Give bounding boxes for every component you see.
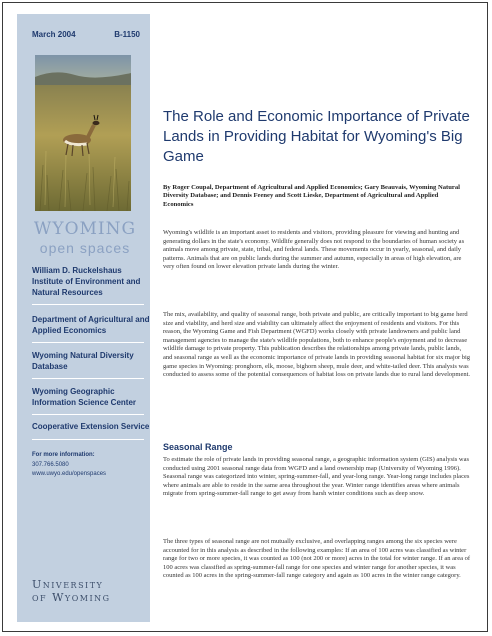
org-gis-center: Wyoming Geographic Information Science Center	[32, 387, 137, 407]
divider	[32, 439, 144, 440]
divider	[32, 342, 144, 343]
paragraph-intro: Wyoming's wildlife is an important asset to residents and visitors, providing pleasure for viewing and hunting and generating dollars in the state's economy. Wildlife generally does not respond to the boundaries of human society as animals move among private, state, tribal, and federal lands. These movements occur in yearly, seasonal, and daily patterns. Animals that are on public lands during the summer and autumn, especially in areas of high elevation, are very often found on lower elevation private lands during the winter.	[163, 229, 465, 271]
wyoming-brand: WYOMING	[33, 219, 137, 239]
divider	[32, 304, 144, 305]
divider	[32, 414, 144, 415]
university-line-1: University	[32, 578, 104, 591]
section-heading-seasonal-range: Seasonal Range	[163, 442, 233, 452]
org-ruckelshaus-institute: William D. Ruckelshaus Institute of Environment and Natural Resources	[32, 266, 141, 297]
publication-number: B-1150	[114, 30, 140, 39]
org-cooperative-extension: Cooperative Extension Service	[32, 422, 150, 431]
publication-date: March 2004	[32, 30, 76, 39]
contact-info	[32, 451, 150, 480]
contact-phone: 307.766.5080	[32, 461, 69, 468]
paragraph-range-types: The three types of seasonal range are not mutually exclusive, and overlapping ranges among the six species were accounted for in this analysis as described in the following examples: If an area of 100 acres was classified as winter range for two or more species, it was counted as 100 (not 200 or more) acres in the total for winter range. If an area of 100 acres was classified as spring-summer-fall range for one species and winter range for another species, it was counted as 100 acres in the spring-summer-fall range category and again as 100 acres in the winter range category.	[163, 538, 471, 580]
paragraph-habitat: The mix, availability, and quality of seasonal range, both private and public, are critically important to big game herd size and viability, and herd size and viability can ultimately affect the enjoyment of residents and visitors. For this reason, the Wyoming Game and Fish Department (WGFD) works closely with private landowners and public land management agencies to manage the state's wildlife populations, both to enhance people's enjoyment and to decrease wildlife damage to private property. This publication describes the relationships among private lands, public lands, and seasonal range as well as the economic importance of private lands in providing seasonal habitat for six major big game species in Wyoming: pronghorn, elk, moose, bighorn sheep, mule deer, and white-tailed deer. This analysis was conducted to assess some of the potential consequences of habitat loss on private lands due to rural land development.	[163, 311, 471, 379]
university-logo	[32, 578, 150, 604]
divider	[32, 378, 144, 379]
article-title: The Role and Economic Importance of Private Lands in Providing Habitat for Wyoming's Big Game	[163, 108, 470, 165]
org-natural-diversity-database: Wyoming Natural Diversity Database	[32, 351, 134, 371]
article-authors: By Roger Coupal, Department of Agricultural and Applied Economics; Gary Beauvais, Wyoming Natural Diversity Database; and Dennis Feeney and Scott Lieske, Department of Agricultural and Applied Economics	[163, 184, 460, 208]
sidebar	[17, 14, 150, 622]
contact-heading: For more information:	[32, 452, 95, 458]
contact-website[interactable]: www.uwyo.edu/openspaces	[32, 471, 107, 477]
org-agricultural-economics: Department of Agricultural and Applied Economics	[32, 315, 150, 335]
pronghorn-photo	[35, 55, 131, 211]
university-line-2: of Wyoming	[32, 591, 111, 604]
publication-meta	[32, 30, 140, 39]
paragraph-gis-analysis: To estimate the role of private lands in providing seasonal range, a geographic information system (GIS) analysis was conducted using 2001 seasonal range data from WGFD and a land ownership map (University of Wyoming 1996). Seasonal range was categorized into winter, spring-summer-fall, and year-long range. Year-long range includes places where animals are able to reside in the same area throughout the year. Winter range identifies areas where animals migrate from spring-summer-fall range to get away from harsh winter conditions such as deep snow.	[163, 456, 470, 498]
open-spaces-brand: open spaces	[39, 240, 131, 256]
